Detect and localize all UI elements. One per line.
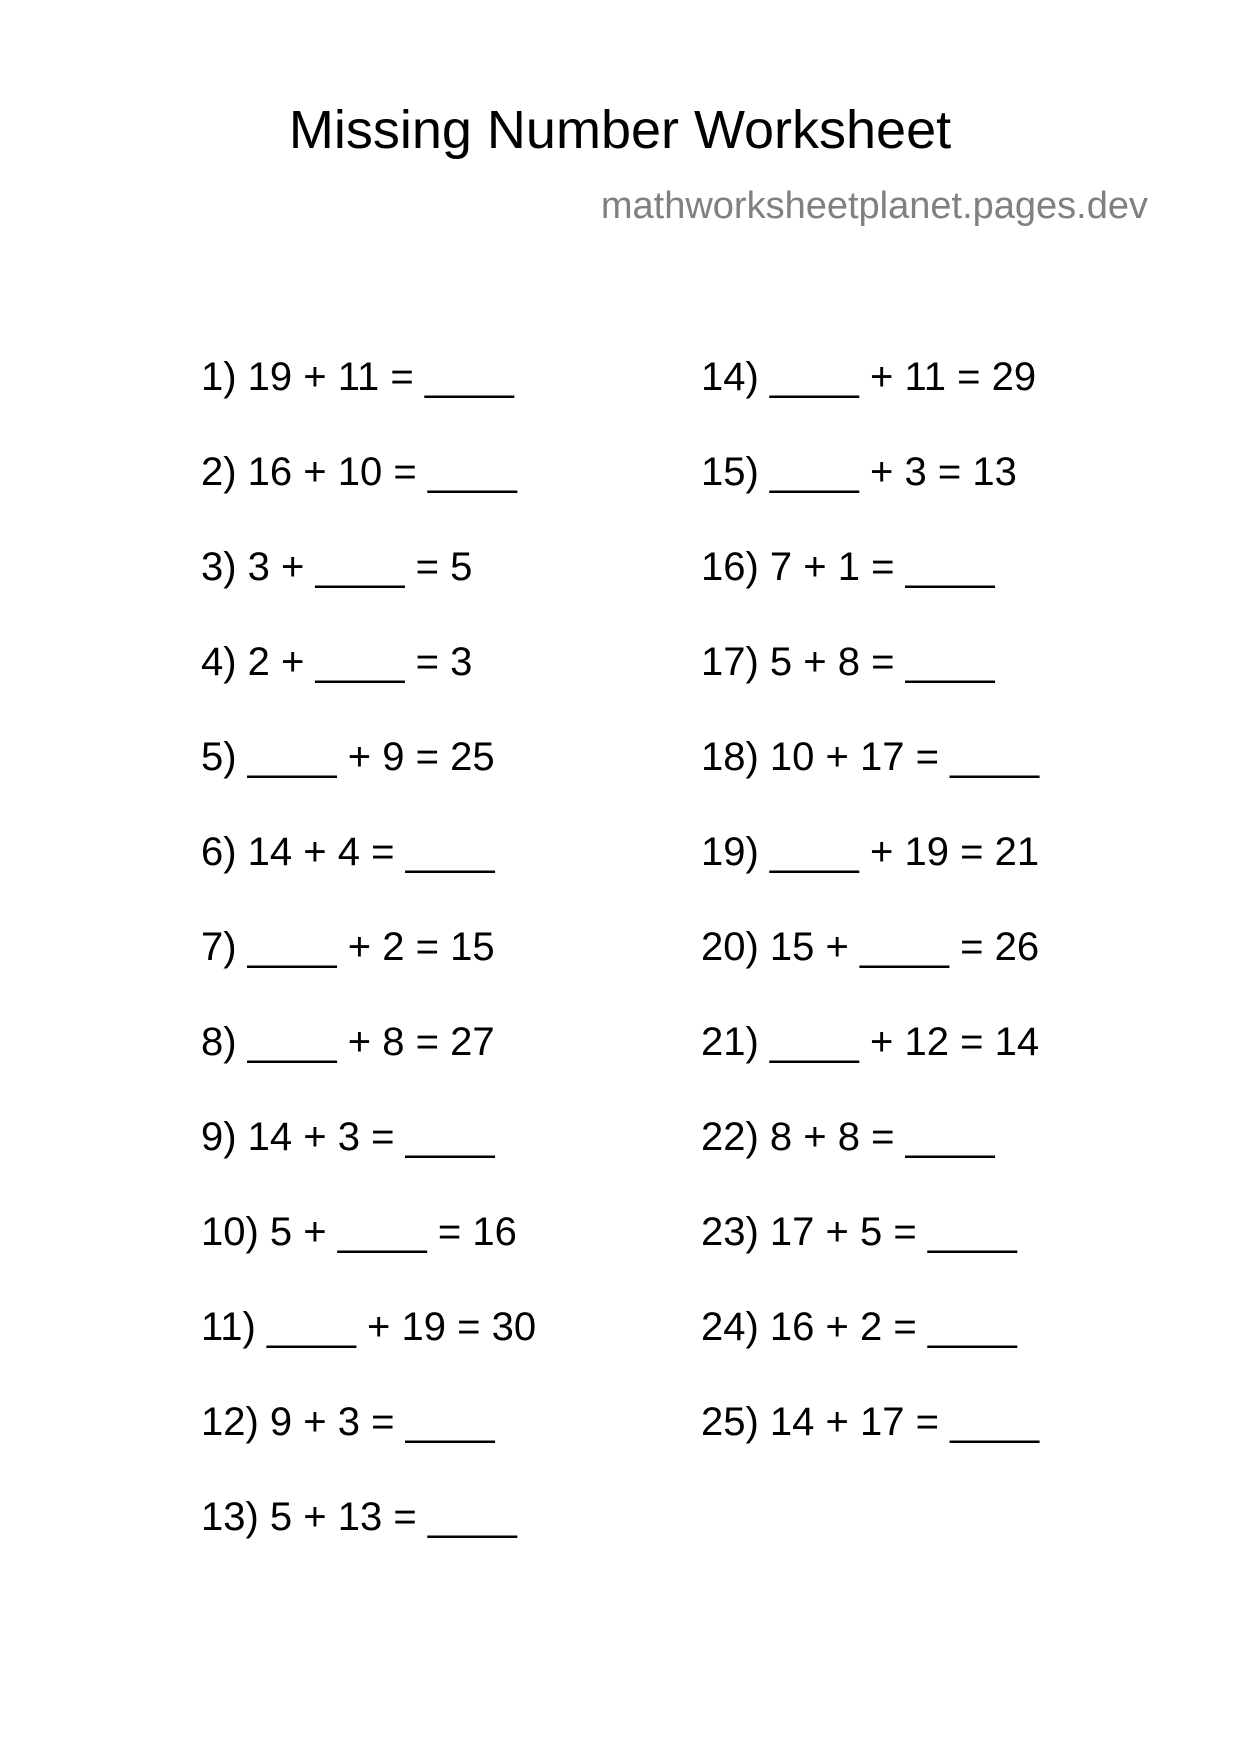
problem-item: 17) 5 + 8 = ____ [701, 640, 995, 684]
problem-item: 1) 19 + 11 = ____ [201, 355, 514, 399]
problem-item: 24) 16 + 2 = ____ [701, 1305, 1017, 1349]
problem-item: 6) 14 + 4 = ____ [201, 830, 495, 874]
problem-item: 12) 9 + 3 = ____ [201, 1400, 495, 1444]
problem-item: 18) 10 + 17 = ____ [701, 735, 1040, 779]
problem-item: 11) ____ + 19 = 30 [201, 1305, 537, 1349]
problem-item: 2) 16 + 10 = ____ [201, 450, 517, 494]
source-url: mathworksheetplanet.pages.dev [600, 185, 1148, 227]
problem-item: 20) 15 + ____ = 26 [701, 925, 1040, 969]
problem-item: 4) 2 + ____ = 3 [201, 640, 473, 684]
problem-item: 3) 3 + ____ = 5 [201, 545, 473, 589]
problem-item: 8) ____ + 8 = 27 [201, 1020, 495, 1064]
problem-item: 21) ____ + 12 = 14 [701, 1020, 1040, 1064]
problem-item: 16) 7 + 1 = ____ [701, 545, 995, 589]
problem-item: 13) 5 + 13 = ____ [201, 1495, 517, 1539]
problem-item: 9) 14 + 3 = ____ [201, 1115, 495, 1159]
problem-item: 22) 8 + 8 = ____ [701, 1115, 995, 1159]
problem-item: 25) 14 + 17 = ____ [701, 1400, 1040, 1444]
problem-item: 14) ____ + 11 = 29 [701, 355, 1037, 399]
problem-item: 7) ____ + 2 = 15 [201, 925, 495, 969]
worksheet-title: Missing Number Worksheet [288, 100, 952, 160]
problem-item: 10) 5 + ____ = 16 [201, 1210, 517, 1254]
problem-item: 23) 17 + 5 = ____ [701, 1210, 1017, 1254]
problem-item: 19) ____ + 19 = 21 [701, 830, 1040, 874]
problem-item: 5) ____ + 9 = 25 [201, 735, 495, 779]
problem-item: 15) ____ + 3 = 13 [701, 450, 1017, 494]
